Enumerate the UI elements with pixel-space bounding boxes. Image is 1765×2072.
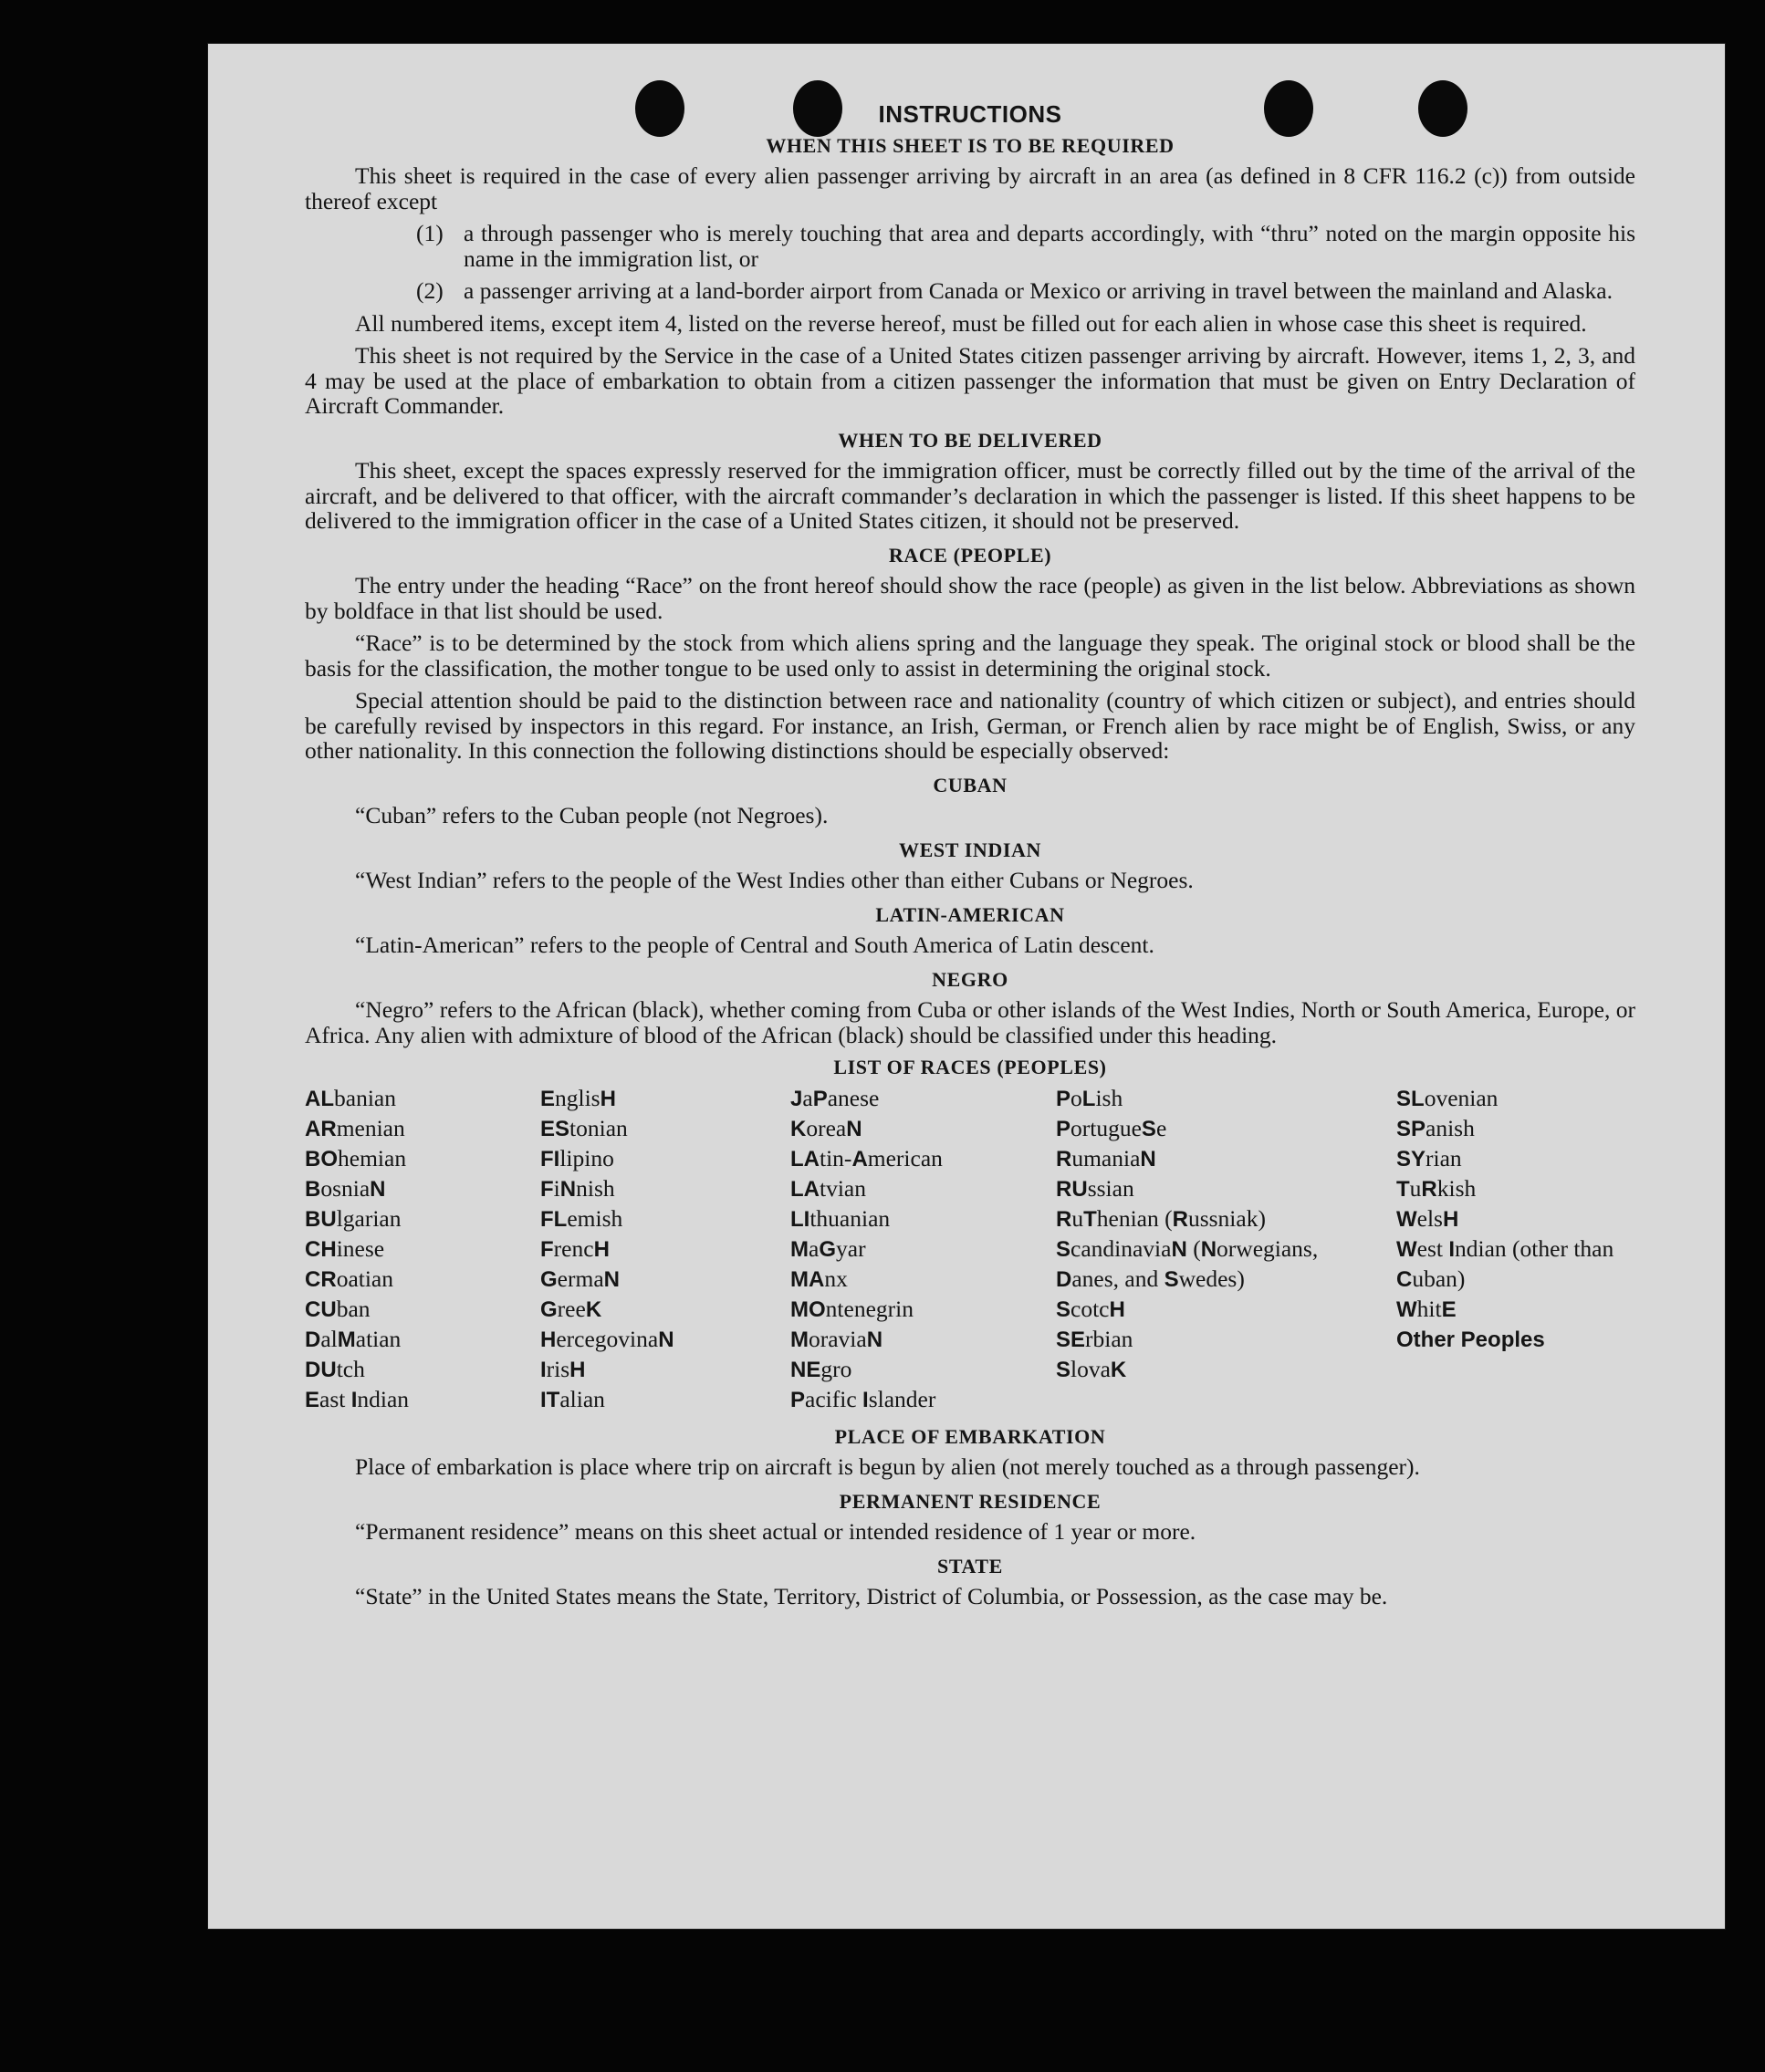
race-item: MAnx <box>790 1265 848 1292</box>
item-number: (2) <box>416 277 444 304</box>
race-item: IrisH <box>540 1355 586 1382</box>
race-item: ScotcH <box>1056 1295 1125 1322</box>
paragraph: “Cuban” refers to the Cuban people (not Negroes). <box>355 802 829 828</box>
race-item: LAtvian <box>790 1174 867 1202</box>
race-item: CUban <box>305 1295 371 1322</box>
paragraph: The entry under the heading “Race” on the front hereof should show the race (people) as given in the list below. Abbreviations as shown by boldface in that list should be used. <box>305 572 1635 624</box>
race-item: PortugueSe <box>1056 1114 1167 1141</box>
paragraph: “Race” is to be determined by the stock from which aliens spring and the language they speak. The original stock or blood shall be the basis for the classification, the mother tongue to be used only to assist in determining the original stock. <box>305 630 1635 682</box>
race-item: FiNnish <box>540 1174 615 1202</box>
races-column <box>540 1084 790 1415</box>
instructions-body <box>305 102 1635 1617</box>
paragraph: Special attention should be paid to the distinction between race and nationality (country of which citizen or subject), and entries should be carefully revised by inspectors in this regard. For instance, an Irish, German, or French alien by race might be of English, Swiss, or any other nationality. In this connection the following distinctions should be especially observed: <box>305 687 1635 764</box>
race-item: MOntenegrin <box>790 1295 914 1322</box>
paragraph: “Permanent residence” means on this sheet actual or intended residence of 1 year or more. <box>355 1518 1196 1545</box>
race-item: SErbian <box>1056 1325 1133 1352</box>
race-item: GermaN <box>540 1265 620 1292</box>
race-item: BUlgarian <box>305 1204 402 1232</box>
heading-state: STATE <box>937 1554 1003 1577</box>
paragraph: This sheet is not required by the Service in the case of a United States citizen passenger arriving by aircraft. However, items 1, 2, 3, and 4 may be used at the place of embarkation to obtain from a citizen passenger the information that must be given on Entry Declaration of Aircraft Commander. <box>305 342 1635 419</box>
race-item: KoreaN <box>790 1114 862 1141</box>
race-item: PoLish <box>1056 1084 1123 1111</box>
race-item: EStonian <box>540 1114 628 1141</box>
race-item: DalMatian <box>305 1325 402 1352</box>
paragraph: Place of embarkation is place where trip on aircraft is begun by alien (not merely touched as a through passenger). <box>355 1453 1420 1480</box>
race-item: SYrian <box>1396 1144 1462 1171</box>
heading-permanent-residence: PERMANENT RESIDENCE <box>839 1489 1102 1513</box>
races-column <box>305 1084 540 1415</box>
item-text: a through passenger who is merely touching that area and departs accordingly, with “thru” noted on the margin opposite his name in the immigration list, or <box>464 220 1635 272</box>
race-item: SLovenian <box>1396 1084 1499 1111</box>
race-item: GreeK <box>540 1295 602 1322</box>
race-item: NEgro <box>790 1355 852 1382</box>
paragraph: “West Indian” refers to the people of the West Indies other than either Cubans or Negroes. <box>355 867 1194 893</box>
heading-race: RACE (PEOPLE) <box>888 543 1052 567</box>
race-item: BOhemian <box>305 1144 407 1171</box>
page-title: INSTRUCTIONS <box>878 100 1062 128</box>
race-item: ARmenian <box>305 1114 405 1141</box>
race-item: JaPanese <box>790 1084 880 1111</box>
races-column <box>1396 1084 1635 1415</box>
heading-cuban: CUBAN <box>933 773 1008 797</box>
race-item: MaGyar <box>790 1234 866 1262</box>
race-item: West Indian (other than Cuban) <box>1396 1234 1620 1292</box>
paragraph: This sheet, except the spaces expressly reserved for the immigration officer, must be correctly filled out by the time of the arrival of the aircraft, and be delivered to that officer, with the aircraft commander’s declaration in which the passenger is listed. If this sheet happens to be delivered to the immigration officer in the case of a United States citizen, it should not be preserved. <box>305 457 1635 534</box>
race-item: RuThenian (Russniak) <box>1056 1204 1266 1232</box>
races-column <box>790 1084 1056 1415</box>
race-item: ALbanian <box>305 1084 396 1111</box>
heading-list-of-races: LIST OF RACES (PEOPLES) <box>833 1056 1107 1078</box>
race-item: DUtch <box>305 1355 365 1382</box>
paragraph: All numbered items, except item 4, listed on the reverse hereof, must be filled out for each alien in whose case this sheet is required. <box>355 309 1587 337</box>
item-text: a passenger arriving at a land-border airport from Canada or Mexico or arriving in travel between the mainland and Alaska. <box>464 277 1613 304</box>
heading-negro: NEGRO <box>932 967 1008 991</box>
race-item: RUssian <box>1056 1174 1134 1202</box>
races-column <box>1056 1084 1324 1415</box>
paragraph: This sheet is required in the case of every alien passenger arriving by aircraft in an area (as defined in 8 CFR 116.2 (c)) from outside thereof except <box>305 162 1635 214</box>
race-item: CHinese <box>305 1234 385 1262</box>
item-number: (1) <box>416 220 444 246</box>
race-item: East Indian <box>305 1385 410 1412</box>
race-item: SPanish <box>1396 1114 1475 1141</box>
heading-west-indian: WEST INDIAN <box>899 838 1041 861</box>
race-item: TuRkish <box>1396 1174 1477 1202</box>
race-item: WelsH <box>1396 1204 1459 1232</box>
race-item: Other Peoples <box>1396 1327 1545 1352</box>
race-item: FIlipino <box>540 1144 614 1171</box>
paragraph: “State” in the United States means the State, Territory, District of Columbia, or Possession, as the case may be. <box>355 1583 1388 1609</box>
race-item: CRoatian <box>305 1265 393 1292</box>
race-item: WhitE <box>1396 1295 1457 1322</box>
document-page <box>208 44 1725 1929</box>
race-item: RumaniaN <box>1056 1144 1156 1171</box>
race-item: EnglisH <box>540 1084 616 1111</box>
race-item: LAtin-American <box>790 1144 943 1171</box>
race-item: ScandinaviaN (Norwegians, Danes, and Swedes) <box>1056 1234 1324 1292</box>
race-item: Pacific Islander <box>790 1385 936 1412</box>
race-item: SlovaK <box>1056 1355 1127 1382</box>
race-item: LIthuanian <box>790 1204 891 1232</box>
heading-when-delivered: WHEN TO BE DELIVERED <box>838 428 1102 452</box>
paragraph: “Negro” refers to the African (black), whether coming from Cuba or other islands of the West Indies, North or South America, Europe, or Africa. Any alien with admixture of blood of the African (black) should be classified under this heading. <box>305 996 1635 1048</box>
race-item: HercegovinaN <box>540 1325 674 1352</box>
heading-latin-american: LATIN-AMERICAN <box>875 902 1065 926</box>
heading-embarkation: PLACE OF EMBARKATION <box>834 1424 1106 1448</box>
race-item: FrencH <box>540 1234 610 1262</box>
race-item: BosniaN <box>305 1174 386 1202</box>
list-item <box>416 278 1635 304</box>
race-item: MoraviaN <box>790 1325 883 1352</box>
paragraph: “Latin-American” refers to the people of Central and South America of Latin descent. <box>355 932 1154 958</box>
heading-when-required: WHEN THIS SHEET IS TO BE REQUIRED <box>766 133 1175 157</box>
list-item <box>416 221 1635 271</box>
race-item: ITalian <box>540 1385 605 1412</box>
races-list <box>305 1084 1635 1415</box>
race-item: FLemish <box>540 1204 623 1232</box>
